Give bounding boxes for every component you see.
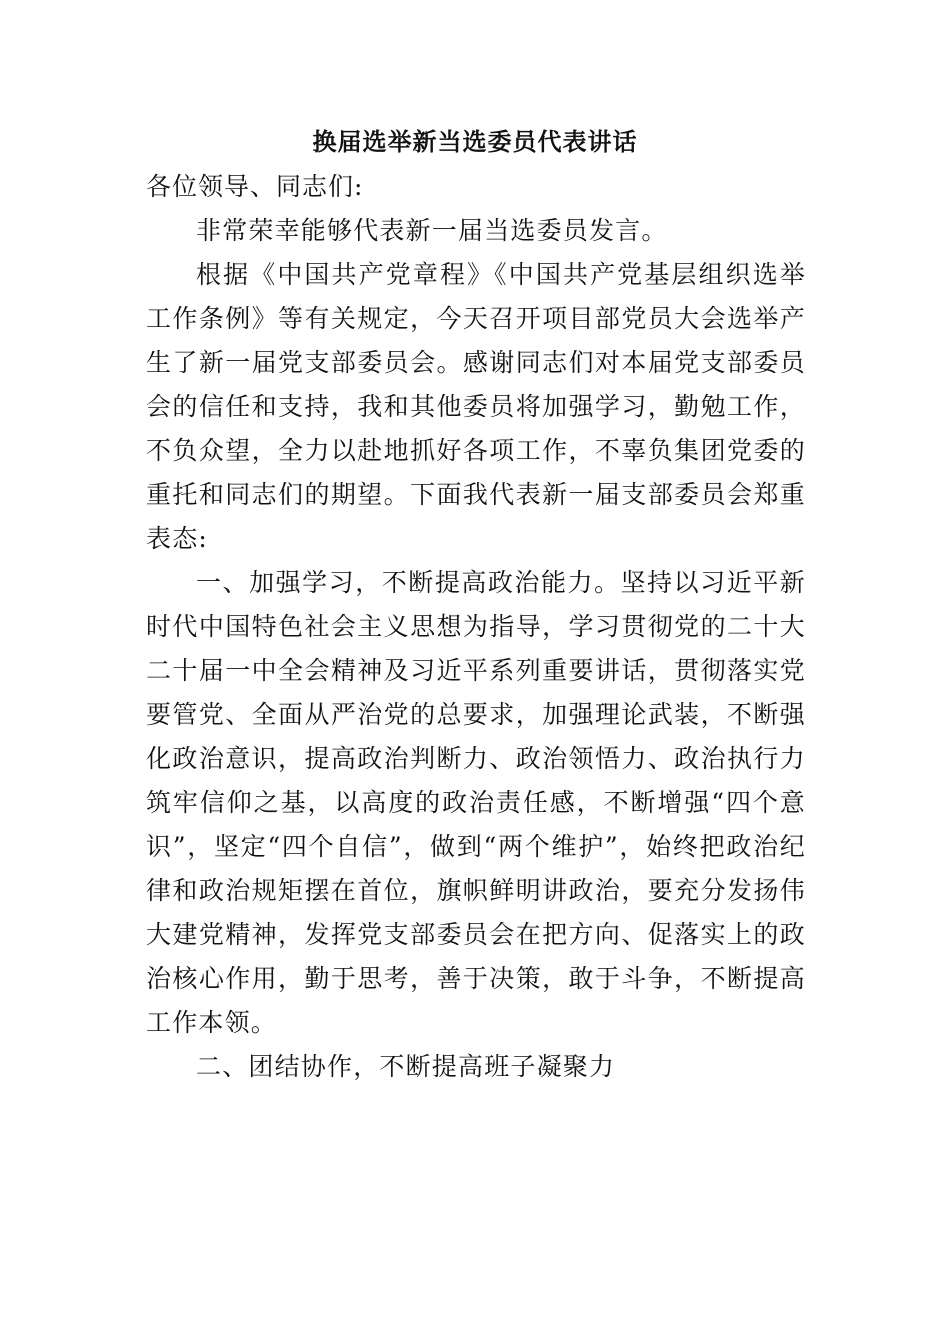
paragraph-opening: 非常荣幸能够代表新一届当选委员发言。 (196, 216, 668, 245)
document-title: 换届选举新当选委员代表讲话 (312, 127, 638, 156)
salutation: 各位领导、同志们: (146, 172, 364, 201)
paragraph-point-one: 一、加强学习，不断提高政治能力。坚持以习近平新时代中国特色社会主义思想为指导，学习贯彻党的二十大二十届一中全会精神及习近平系列重要讲话，贯彻落实党要管党、全面从严治党的总要求，加强理论武装，不断强化政治意识，提高政治判断力、政治领悟力、政治执行力筑牢信仰之基，以高度的政治责任感，不断增强“四个意识”，坚定“四个自信”，做到“两个维护”，始终把政治纪律和政治规矩摆在首位，旗帜鲜明讲政治，要充分发扬伟大建党精神，发挥党支部委员会在把方向、促落实上的政治核心作用，勤于思考，善于决策，敢于斗争，不断提高工作本领。 (146, 568, 806, 1037)
paragraph-background: 根据《中国共产党章程》《中国共产党基层组织选举工作条例》等有关规定，今天召开项目部党员大会选举产生了新一届党支部委员会。感谢同志们对本届党支部委员会的信任和支持，我和其他委员将加强学习，勤勉工作，不负众望，全力以赴地抓好各项工作，不辜负集团党委的重托和同志们的期望。下面我代表新一届支部委员会郑重表态: (146, 260, 806, 553)
document-body (146, 209, 806, 1089)
paragraph-point-two: 二、团结协作，不断提高班子凝聚力 (196, 1052, 616, 1081)
